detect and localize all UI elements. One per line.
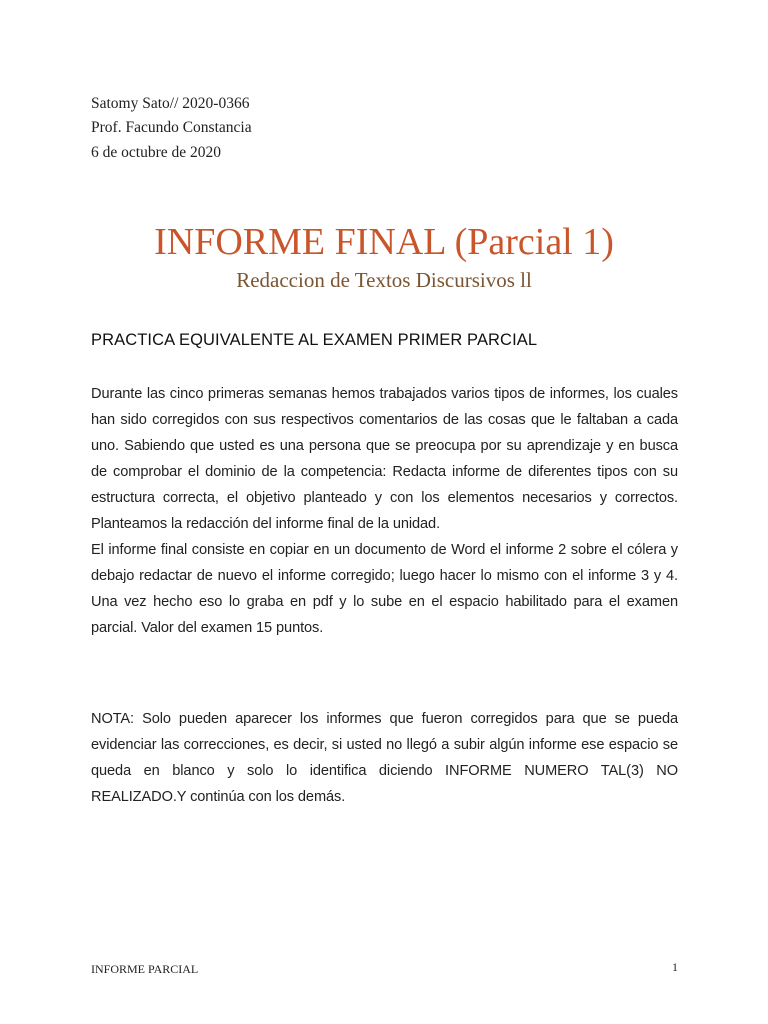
date-line: 6 de octubre de 2020 bbox=[91, 144, 221, 161]
document-title: INFORME FINAL (Parcial 1) bbox=[154, 221, 614, 263]
page-number: 1 bbox=[672, 960, 678, 974]
author-line: Satomy Sato// 2020-0366 bbox=[91, 95, 250, 112]
professor-line: Prof. Facundo Constancia bbox=[91, 119, 252, 136]
body-paragraph-1-text: Durante las cinco primeras semanas hemos trabajados varios tipos de informes, los cuales han sido corregidos con sus respectivos comentarios de las cosas que le faltaban a cada uno. Sabiendo que usted es una persona que se preocupa por su aprendizaje y en busca de comprobar el dominio de la competencia: Redacta informe de diferentes tipos con su estructura correcta, el objetivo planteado y con los elementos necesarios y correctos. Planteamos la redacción del informe final de la unidad. bbox=[91, 386, 678, 532]
document-subtitle: Redaccion de Textos Discursivos ll bbox=[236, 268, 532, 292]
note-paragraph: NOTA: Solo pueden aparecer los informes que fueron corregidos para que se pueda evidenciar las correcciones, es decir, si usted no llegó a subir algún informe ese espacio se queda en blanco y solo lo identifica diciendo INFORME NUMERO TAL(3) NO REALIZADO.Y continúa con los demás. bbox=[91, 711, 678, 805]
footer-label: INFORME PARCIAL bbox=[91, 962, 199, 976]
section-heading: PRACTICA EQUIVALENTE AL EXAMEN PRIMER PARCIAL bbox=[91, 331, 538, 349]
body-paragraph-1 bbox=[91, 381, 678, 641]
body-paragraph-1b-text: El informe final consiste en copiar en un documento de Word el informe 2 sobre el cólera y debajo redactar de nuevo el informe corregido; luego hacer lo mismo con el informe 3 y 4. Una vez hecho eso lo graba en pdf y lo sube en el espacio habilitado para el examen parcial. Valor del examen 15 puntos. bbox=[91, 542, 678, 636]
